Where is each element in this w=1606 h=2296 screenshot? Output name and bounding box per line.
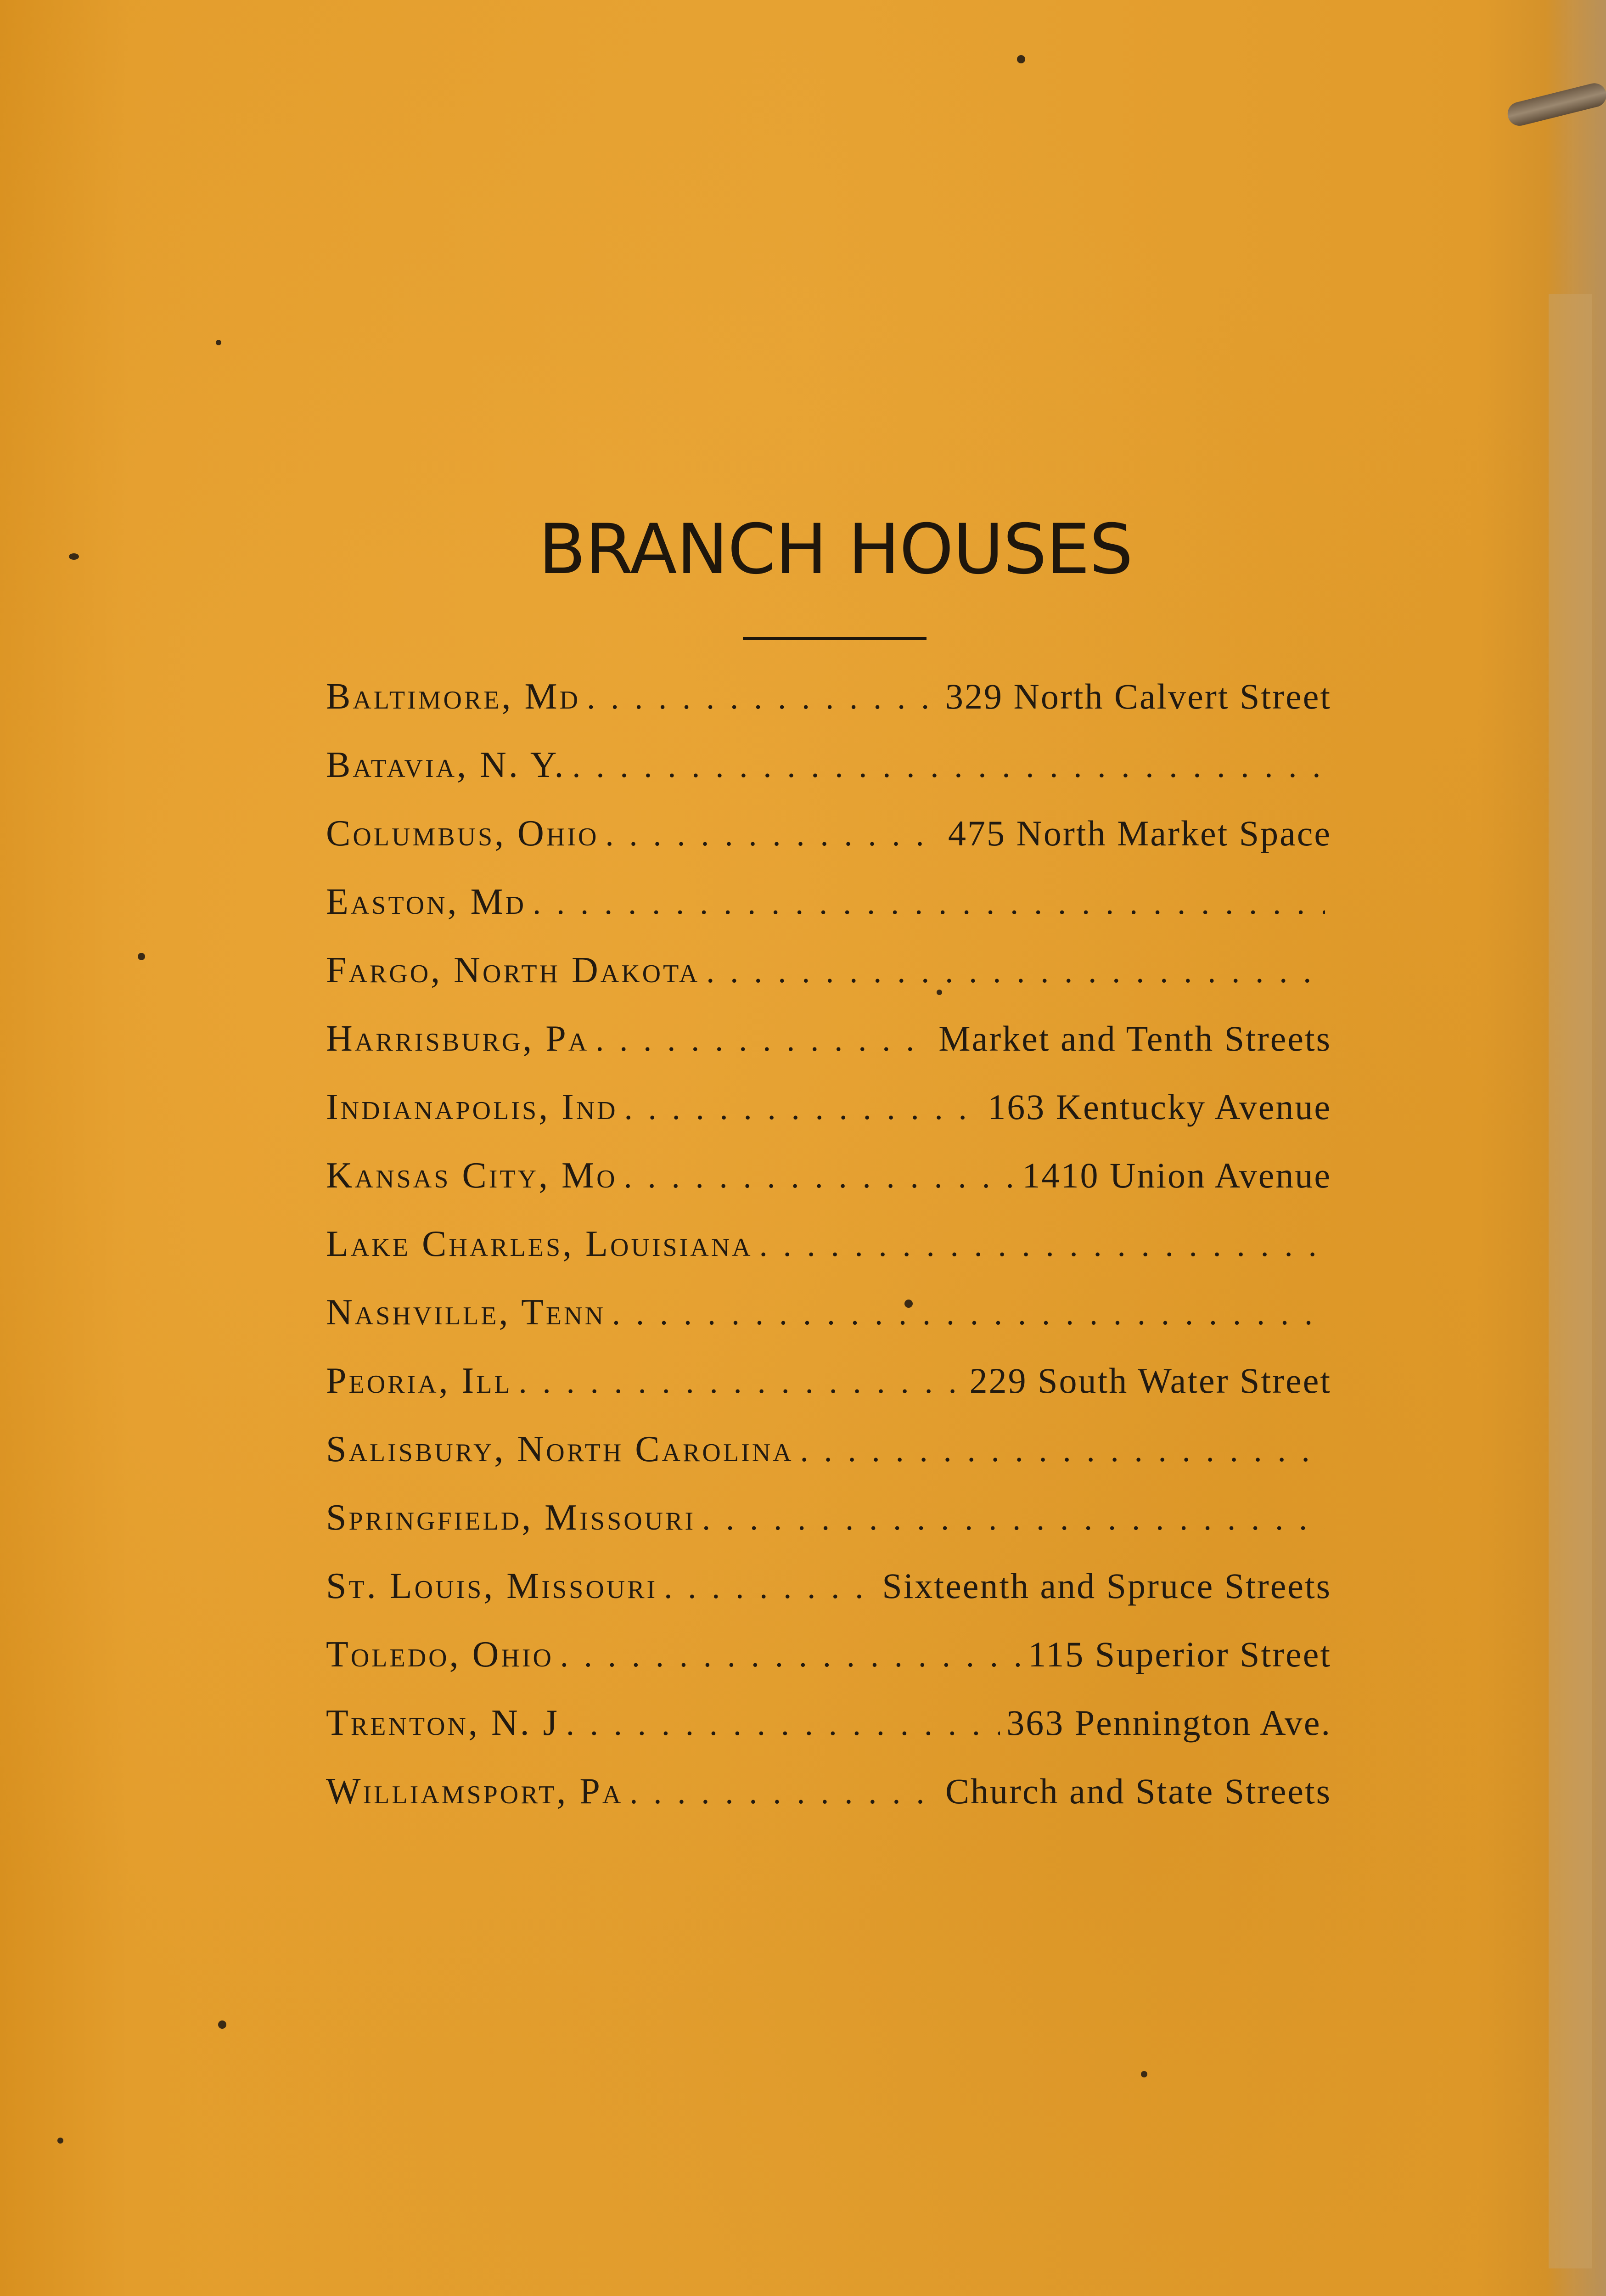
list-item — [326, 1497, 1331, 1565]
dot-leader — [519, 1363, 963, 1401]
title-underline — [743, 637, 927, 640]
dot-leader — [566, 1705, 1000, 1743]
list-item — [326, 1155, 1331, 1223]
paper-edge-strip — [1549, 294, 1592, 2268]
dot-leader — [533, 884, 1325, 922]
dot-leader — [629, 1773, 939, 1812]
list-item — [326, 676, 1331, 744]
branch-address: Sixteenth and Spruce Streets — [882, 1566, 1331, 1606]
branch-address: Market and Tenth Streets — [938, 1019, 1331, 1058]
branch-place: Columbus, Ohio — [326, 813, 599, 854]
branch-place: Batavia, N. Y. — [326, 745, 566, 785]
list-item — [326, 1223, 1331, 1292]
page-title: BRANCH HOUSES — [539, 510, 1133, 590]
branch-address: 329 North Calvert Street — [945, 676, 1331, 716]
paper-speck — [216, 340, 221, 345]
dot-leader — [587, 679, 939, 717]
branch-place: Indianapolis, Ind — [326, 1087, 618, 1127]
branch-place: Baltimore, Md — [326, 676, 581, 717]
branch-address: 475 North Market Space — [948, 813, 1331, 853]
branch-place: Lake Charles, Louisiana — [326, 1224, 753, 1264]
branch-address: 163 Kentucky Avenue — [988, 1087, 1331, 1127]
dot-leader — [664, 1568, 876, 1606]
paper-speck — [1141, 2071, 1147, 2077]
branch-place: Salisbury, North Carolina — [326, 1429, 794, 1469]
branch-place: Springfield, Missouri — [326, 1497, 696, 1538]
branch-address: 229 South Water Street — [969, 1361, 1331, 1401]
list-item — [326, 1429, 1331, 1497]
branch-place: St. Louis, Missouri — [326, 1566, 658, 1606]
branch-address: 115 Superior Street — [1028, 1634, 1331, 1674]
list-item — [326, 1360, 1331, 1429]
paper-speck — [57, 2138, 63, 2144]
list-item — [326, 813, 1331, 881]
branch-address: 1410 Union Avenue — [1022, 1155, 1331, 1195]
branch-place: Toledo, Ohio — [326, 1634, 554, 1675]
branch-place: Trenton, N. J — [326, 1703, 560, 1743]
dot-leader — [624, 1089, 982, 1127]
branch-place: Kansas City, Mo — [326, 1155, 618, 1196]
dot-leader — [800, 1431, 1325, 1469]
dot-leader — [612, 1294, 1325, 1333]
list-item — [326, 1634, 1331, 1702]
list-item — [326, 1771, 1331, 1839]
list-item — [326, 1018, 1331, 1086]
dot-leader — [624, 1158, 1016, 1196]
branch-address: Church and State Streets — [945, 1771, 1331, 1811]
list-item — [326, 1292, 1331, 1360]
dot-leader — [706, 952, 1325, 990]
dot-leader — [702, 1500, 1325, 1538]
dot-leader — [595, 1021, 932, 1059]
list-item — [326, 881, 1331, 950]
dot-leader — [572, 747, 1325, 785]
branch-place: Williamsport, Pa — [326, 1771, 623, 1812]
dot-leader — [560, 1637, 1022, 1675]
paper-speck — [138, 953, 145, 960]
branch-address: 363 Pennington Ave. — [1006, 1703, 1331, 1743]
list-item — [326, 744, 1331, 813]
list-item — [326, 1565, 1331, 1634]
branch-place: Peoria, Ill — [326, 1361, 512, 1401]
branch-list — [326, 676, 1331, 1839]
list-item — [326, 950, 1331, 1018]
list-item — [326, 1702, 1331, 1771]
branch-place: Easton, Md — [326, 882, 527, 922]
branch-place: Nashville, Tenn — [326, 1292, 606, 1333]
branch-place: Fargo, North Dakota — [326, 950, 700, 990]
dot-leader — [759, 1226, 1325, 1264]
list-item — [326, 1086, 1331, 1155]
paper-speck — [1017, 55, 1025, 63]
paper-speck — [218, 2020, 226, 2029]
dot-leader — [605, 816, 942, 854]
branch-place: Harrisburg, Pa — [326, 1019, 590, 1059]
